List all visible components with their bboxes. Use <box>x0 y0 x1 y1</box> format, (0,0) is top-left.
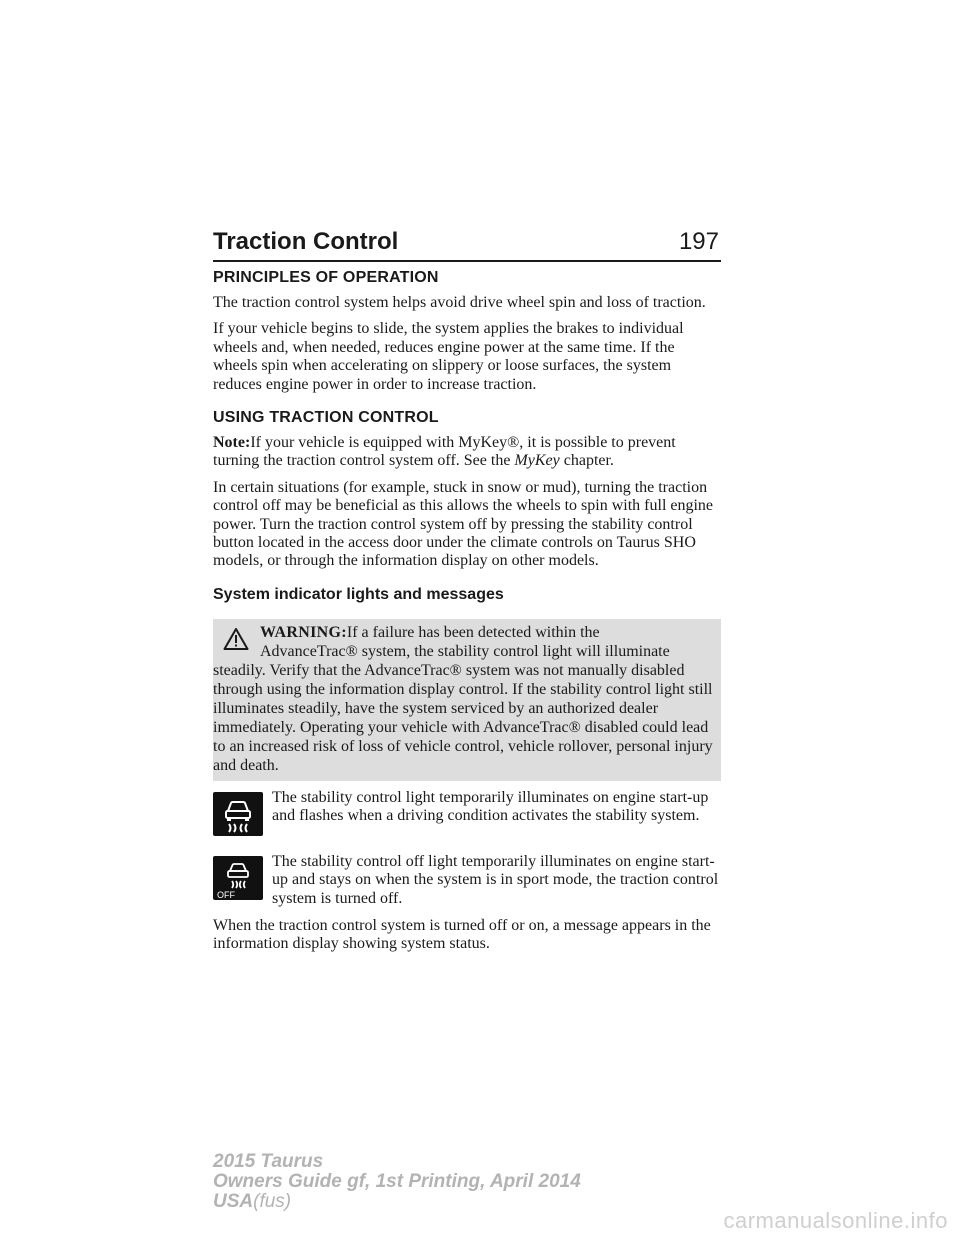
footer-model: 2015 Taurus <box>213 1151 324 1172</box>
warning-triangle-icon <box>223 627 249 651</box>
stability-control-icon <box>213 792 263 836</box>
page-number: 197 <box>678 228 719 255</box>
footer-market-code: (fus) <box>253 1191 292 1212</box>
chapter-title: Traction Control <box>213 228 399 255</box>
warning-box <box>213 619 721 781</box>
mykey-chapter-ref: MyKey <box>514 452 560 470</box>
footer-edition: Owners Guide gf, 1st Printing, April 2014 <box>213 1171 581 1192</box>
note-text-b: chapter. <box>559 452 614 470</box>
indicator-stability-control <box>213 789 723 847</box>
document-footer <box>213 1152 581 1212</box>
stability-control-off-light-text: The stability control off light temporarily illuminates on engine start-up and stays on when the system is in sport mode, the traction control system is turned off. <box>272 852 719 907</box>
section-heading-principles: PRINCIPLES OF OPERATION <box>213 269 439 286</box>
stability-control-off-icon <box>213 856 263 900</box>
footer-market <box>213 1192 581 1212</box>
paragraph-principles-2: If your vehicle begins to slide, the system applies the brakes to individual wheels and, when needed, reduces engine power at the same time. If the wheels spin when accelerating on slippery or loose surfaces, the system reduces engine power in order to increase traction. <box>213 320 684 393</box>
page-body <box>213 268 723 954</box>
paragraph-principles-1: The traction control system helps avoid drive wheel spin and loss of traction. <box>213 294 706 311</box>
footer-market-main: USA <box>213 1191 254 1212</box>
section-heading-using: USING TRACTION CONTROL <box>213 409 439 427</box>
note-paragraph <box>213 434 723 471</box>
warning-label: WARNING: <box>260 623 347 641</box>
stability-control-light-text: The stability control light temporarily illuminates on engine start-up and flashes when a driving condition activates the stability system. <box>272 788 709 825</box>
warning-body: steadily. Verify that the AdvanceTrac® system was not manually disabled through using the information display control. If the stability control light still illuminates steadily, have the system serviced by an authorized dealer immediately. Operating your vehicle with AdvanceTrac® disabled could lead to an increased risk of loss of vehicle control, vehicle rollover, personal injury and death. <box>213 661 713 774</box>
paragraph-closing: When the traction control system is turned off or on, a message appears in the information display showing system status. <box>213 916 711 953</box>
warning-line-1 <box>260 623 713 642</box>
header-rule <box>213 260 721 262</box>
note-text-a: If your vehicle is equipped with MyKey®, it is possible to prevent turning the traction control system off. See the <box>213 434 676 470</box>
indicator-stability-control-off <box>213 853 723 911</box>
warning-line-2: AdvanceTrac® system, the stability control light will illuminate <box>260 642 670 660</box>
page-header <box>213 228 721 262</box>
warning-line-1-text: If a failure has been detected within the <box>346 623 600 641</box>
off-icon-label: OFF <box>217 889 235 900</box>
note-label: Note: <box>213 434 251 452</box>
site-watermark: carmanualsonline.info <box>723 1208 948 1233</box>
paragraph-using-1: In certain situations (for example, stuck in snow or mud), turning the traction control off may be beneficial as this allows the wheels to spin with full engine power. Turn the traction control system off by pressing the stability control button located in the access door under the climate controls on Taurus SHO models, or through the information display on other models. <box>213 478 714 570</box>
section-heading-indicators: System indicator lights and messages <box>213 585 504 603</box>
